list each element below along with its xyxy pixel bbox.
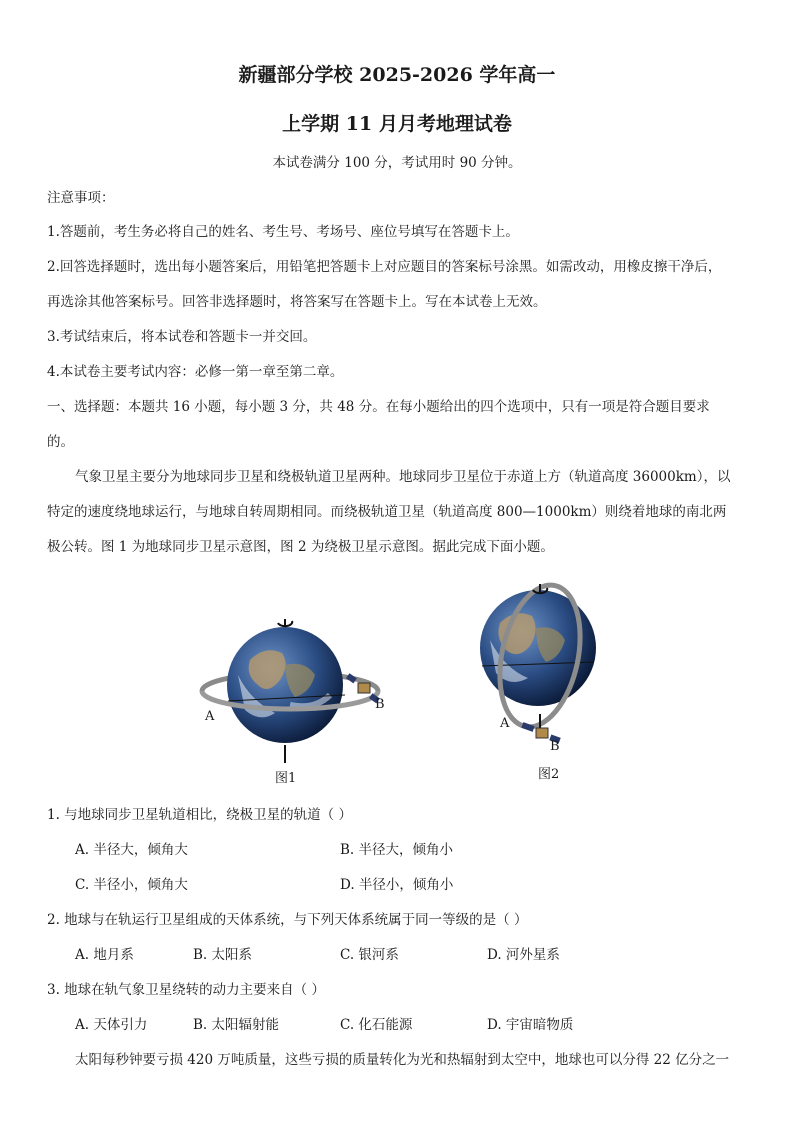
q1-option-c: C. 半径小，倾角大 — [75, 877, 188, 893]
exam-subtitle: 本试卷满分 100 分，考试用时 90 分钟。 — [272, 155, 522, 171]
q2-option-b: B. 太阳系 — [193, 947, 253, 963]
q2-option-a: A. 地月系 — [75, 947, 134, 963]
figure2-polar-orbit-diagram — [470, 578, 620, 753]
q3-option-b: B. 太阳辐射能 — [193, 1017, 280, 1033]
fig2-label-a: A — [500, 716, 510, 731]
notice-item-2-line1: 2.回答选择题时，选出每小题答案后，用铅笔把答题卡上对应题目的答案标号涂黑。如需改动，用橡皮擦干净后， — [47, 259, 722, 275]
passage2-line1: 太阳每秒钟要亏损 420 万吨质量，这些亏损的质量转化为光和热辐射到太空中，地球也可以分得 22 亿分之一 — [75, 1052, 730, 1068]
notice-item-3: 3.考试结束后，将本试卷和答题卡一并交回。 — [47, 329, 317, 345]
fig1-label-a: A — [205, 709, 215, 724]
q1-option-b: B. 半径大，倾角小 — [340, 842, 454, 858]
exam-title-line1: 新疆部分学校 2025-2026 学年高一 — [238, 64, 556, 86]
q1-option-d: D. 半径小，倾角小 — [340, 877, 454, 893]
notice-item-2-line2: 再选涂其他答案标号。回答非选择题时，将答案写在答题卡上。写在本试卷上无效。 — [47, 294, 547, 310]
section-heading-line1: 一、选择题：本题共 16 小题，每小题 3 分，共 48 分。在每小题给出的四个选项中，只有一项是符合题目要求 — [47, 399, 710, 415]
q3-option-c: C. 化石能源 — [340, 1017, 413, 1033]
q3-option-a: A. 天体引力 — [75, 1017, 148, 1033]
passage1-line2: 特定的速度绕地球运行，与地球自转周期相同。而绕极轨道卫星（轨道高度 800—1000km）则绕着地球的南北两 — [47, 504, 727, 520]
question-3-stem: 3. 地球在轨气象卫星绕转的动力主要来自（ ） — [47, 982, 325, 998]
q2-option-d: D. 河外星系 — [487, 947, 560, 963]
passage1-line1: 气象卫星主要分为地球同步卫星和绕极轨道卫星两种。地球同步卫星位于赤道上方（轨道高度 36000km），以 — [75, 469, 731, 485]
question-1-stem: 1. 与地球同步卫星轨道相比，绕极卫星的轨道（ ） — [47, 807, 352, 823]
notice-item-1: 1.答题前，考生务必将自己的姓名、考生号、考场号、座位号填写在答题卡上。 — [47, 224, 519, 240]
fig2-label-b: B — [550, 739, 560, 754]
fig1-caption: 图1 — [275, 771, 297, 786]
q1-option-a: A. 半径大，倾角大 — [75, 842, 188, 858]
notice-heading: 注意事项： — [47, 190, 115, 206]
fig2-caption: 图2 — [538, 767, 560, 782]
figure1-geostationary-diagram — [190, 605, 390, 765]
notice-item-4: 4.本试卷主要考试内容：必修一第一章至第二章。 — [47, 364, 344, 380]
exam-title-line2: 上学期 11 月月考地理试卷 — [282, 113, 512, 135]
earth-globe-1 — [227, 627, 343, 743]
q3-option-d: D. 宇宙暗物质 — [487, 1017, 574, 1033]
q2-option-c: C. 银河系 — [340, 947, 399, 963]
question-2-stem: 2. 地球与在轨运行卫星组成的天体系统，与下列天体系统属于同一等级的是（ ） — [47, 912, 528, 928]
section-heading-line2: 的。 — [47, 434, 74, 450]
fig1-label-b: B — [375, 697, 385, 712]
passage1-line3: 极公转。图 1 为地球同步卫星示意图，图 2 为绕极卫星示意图。据此完成下面小题。 — [47, 539, 554, 555]
